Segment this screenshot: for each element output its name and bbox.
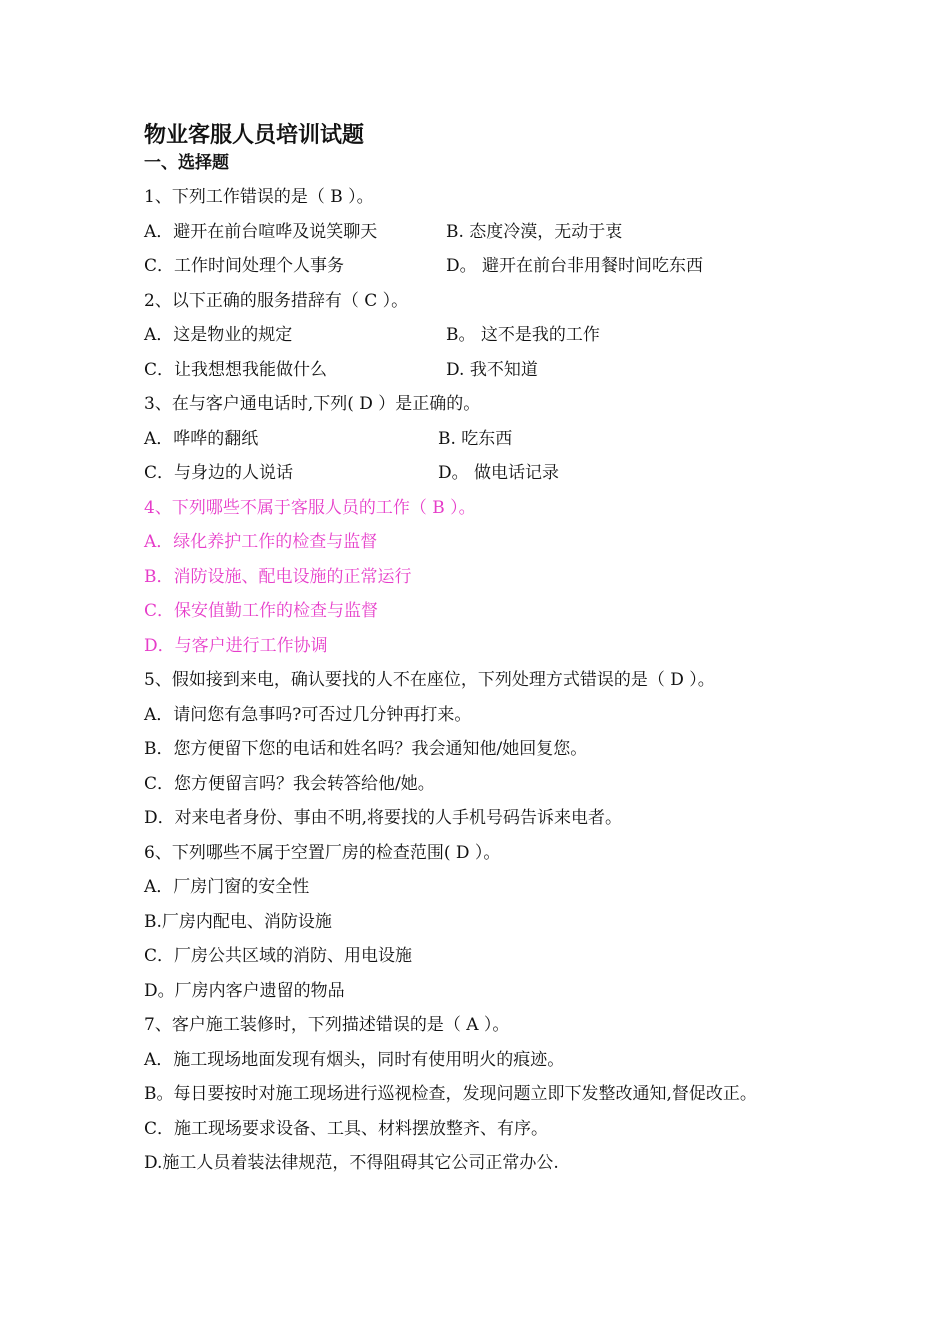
option-a: A．绿化养护工作的检查与监督 [144,532,378,552]
options-row [144,422,814,457]
option-c: C．让我想想我能做什么 [144,359,328,380]
option-d: D．与客户进行工作协调 [144,635,328,656]
option-b: B．消防设施、配电设施的正常运行 [144,566,412,587]
option-a: A．避开在前台喧哗及说笑聊天 [144,221,378,242]
option-d: D.施工人员着装法律规范，不得阻碍其它公司正常办公. [144,1153,559,1173]
option-b: B。 这不是我的工作 [446,325,600,345]
option-d: D。 做电话记录 [438,463,560,483]
options-row [144,215,814,250]
option-c: C．施工现场要求设备、工具、材料摆放整齐、有序。 [144,1118,549,1139]
option-a: A．请问您有急事吗?可否过几分钟再打来。 [144,704,472,725]
document-title: 物业客服人员培训试题 [144,123,365,148]
option-b: B.厂房内配电、消防设施 [144,911,332,932]
options-row [144,456,814,491]
question-6: 6、下列哪些不属于空置厂房的检查范围( D ）。 [144,842,501,863]
question-7: 7、客户施工装修时，下列描述错误的是（ A ）。 [144,1015,510,1035]
option-a: A．这是物业的规定 [144,325,293,345]
section-title: 一、选择题 [144,153,229,173]
question-3: 3、在与客户通电话时,下列( D ）是正确的。 [144,394,481,414]
question-4: 4、下列哪些不属于客服人员的工作（ B ）。 [144,497,476,518]
option-d: D。厂房内客户遗留的物品 [144,980,345,1001]
option-c: C．您方便留言吗？我会转答给他/她。 [144,773,435,794]
document-content [144,120,814,1181]
question-2: 2、以下正确的服务措辞有（ C ）。 [144,290,409,311]
option-b: B. 态度冷漠，无动于衷 [446,221,623,242]
option-c: C．工作时间处理个人事务 [144,256,345,276]
option-c: C．厂房公共区域的消防、用电设施 [144,946,413,966]
option-a: A．施工现场地面发现有烟头，同时有使用明火的痕迹。 [144,1049,565,1070]
option-d: D。 避开在前台非用餐时间吃东西 [446,256,704,276]
option-d: D．对来电者身份、事由不明,将要找的人手机号码告诉来电者。 [144,808,623,828]
option-b: B．您方便留下您的电话和姓名吗？我会通知他/她回复您。 [144,739,588,759]
question-5: 5、假如接到来电，确认要找的人不在座位，下列处理方式错误的是（ D ）。 [144,670,715,690]
option-a: A．厂房门窗的安全性 [144,877,310,897]
option-b: B. 吃东西 [438,428,513,449]
options-row [144,249,814,284]
option-c: C．保安值勤工作的检查与监督 [144,601,379,621]
option-b: B。每日要按时对施工现场进行巡视检查，发现问题立即下发整改通知,督促改正。 [144,1084,757,1104]
option-c: C．与身边的人说话 [144,463,294,483]
option-d: D. 我不知道 [446,359,538,380]
options-row [144,353,814,388]
option-a: A．哗哗的翻纸 [144,428,259,449]
question-1: 1、下列工作错误的是（ B ）。 [144,187,374,207]
options-row [144,318,814,353]
